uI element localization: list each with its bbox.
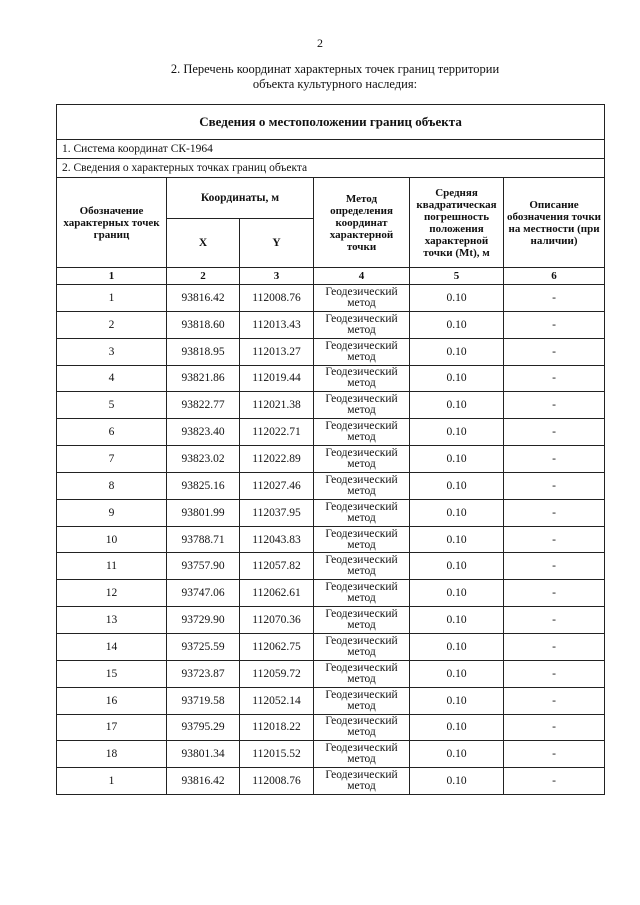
table-row — [57, 499, 605, 526]
y-coordinate-cell: 112015.52 — [240, 741, 314, 768]
method-line-2: метод — [347, 672, 376, 685]
error-cell: 0.10 — [410, 741, 504, 768]
point-cell: 12 — [57, 580, 167, 607]
method-cell — [314, 338, 410, 365]
page-number: 2 — [317, 36, 323, 50]
table-row — [57, 687, 605, 714]
y-coordinate-cell: 112008.76 — [240, 768, 314, 795]
method-line-2: метод — [347, 511, 376, 524]
method-line-2: метод — [347, 780, 376, 793]
header-row-1 — [57, 178, 605, 219]
x-coordinate-cell: 93816.42 — [167, 285, 240, 312]
header-description: Описание обозначения точки на местности (при наличии) — [504, 178, 605, 268]
point-cell: 14 — [57, 633, 167, 660]
x-coordinate-cell: 93795.29 — [167, 714, 240, 741]
table-row — [57, 392, 605, 419]
table-row — [57, 607, 605, 634]
description-cell: - — [504, 311, 605, 338]
table-row — [57, 311, 605, 338]
description-cell: - — [504, 285, 605, 312]
error-cell: 0.10 — [410, 687, 504, 714]
method-line-2: метод — [347, 645, 376, 658]
point-cell: 13 — [57, 607, 167, 634]
heading-line-1: 2. Перечень координат характерных точек границ территории — [170, 62, 500, 76]
x-coordinate-cell: 93788.71 — [167, 526, 240, 553]
column-numbers-row — [57, 268, 605, 285]
point-cell: 4 — [57, 365, 167, 392]
y-coordinate-cell: 112018.22 — [240, 714, 314, 741]
method-line-2: метод — [347, 538, 376, 551]
method-line-1: Геодезический — [325, 500, 398, 513]
method-line-2: метод — [347, 350, 376, 363]
column-number: 1 — [57, 268, 167, 285]
method-line-1: Геодезический — [325, 742, 398, 755]
description-cell: - — [504, 687, 605, 714]
method-line-2: метод — [347, 699, 376, 712]
method-line-1: Геодезический — [325, 285, 398, 298]
x-coordinate-cell: 93725.59 — [167, 633, 240, 660]
x-coordinate-cell: 93801.99 — [167, 499, 240, 526]
point-cell: 17 — [57, 714, 167, 741]
description-cell: - — [504, 472, 605, 499]
column-number: 4 — [314, 268, 410, 285]
table-row — [57, 446, 605, 473]
point-cell: 18 — [57, 741, 167, 768]
method-line-2: метод — [347, 404, 376, 417]
y-coordinate-cell: 112062.75 — [240, 633, 314, 660]
table-title-row — [57, 105, 605, 140]
point-cell: 3 — [57, 338, 167, 365]
method-line-2: метод — [347, 377, 376, 390]
error-cell: 0.10 — [410, 365, 504, 392]
header-coordinates: Координаты, м — [167, 178, 314, 219]
x-coordinate-cell: 93823.02 — [167, 446, 240, 473]
method-line-2: метод — [347, 565, 376, 578]
method-cell — [314, 607, 410, 634]
error-cell: 0.10 — [410, 499, 504, 526]
method-cell — [314, 311, 410, 338]
header-error: Средняя квадратическая погрешность положения характерной точки (Mt), м — [410, 178, 504, 268]
method-cell — [314, 553, 410, 580]
error-cell: 0.10 — [410, 311, 504, 338]
points-section-text: 2. Сведения о характерных точках границ объекта — [57, 159, 605, 178]
error-cell: 0.10 — [410, 446, 504, 473]
method-cell — [314, 472, 410, 499]
description-cell: - — [504, 553, 605, 580]
error-cell: 0.10 — [410, 607, 504, 634]
x-coordinate-cell: 93719.58 — [167, 687, 240, 714]
coord-system-text: 1. Система координат СК-1964 — [57, 140, 605, 159]
table-row — [57, 472, 605, 499]
x-coordinate-cell: 93823.40 — [167, 419, 240, 446]
x-coordinate-cell: 93801.34 — [167, 741, 240, 768]
y-coordinate-cell: 112062.61 — [240, 580, 314, 607]
method-line-2: метод — [347, 431, 376, 444]
error-cell: 0.10 — [410, 714, 504, 741]
method-line-1: Геодезический — [325, 473, 398, 486]
method-cell — [314, 526, 410, 553]
point-cell: 8 — [57, 472, 167, 499]
x-coordinate-cell: 93822.77 — [167, 392, 240, 419]
description-cell: - — [504, 392, 605, 419]
point-cell: 2 — [57, 311, 167, 338]
method-cell — [314, 580, 410, 607]
y-coordinate-cell: 112059.72 — [240, 660, 314, 687]
error-cell: 0.10 — [410, 392, 504, 419]
error-cell: 0.10 — [410, 768, 504, 795]
description-cell: - — [504, 741, 605, 768]
method-cell — [314, 660, 410, 687]
method-line-1: Геодезический — [325, 661, 398, 674]
method-line-1: Геодезический — [325, 688, 398, 701]
coord-system-row — [57, 140, 605, 159]
method-line-2: метод — [347, 753, 376, 766]
description-cell: - — [504, 338, 605, 365]
method-line-1: Геодезический — [325, 527, 398, 540]
x-coordinate-cell: 93816.42 — [167, 768, 240, 795]
table-row — [57, 338, 605, 365]
point-cell: 1 — [57, 285, 167, 312]
method-line-2: метод — [347, 592, 376, 605]
error-cell: 0.10 — [410, 580, 504, 607]
table-row — [57, 714, 605, 741]
table-row — [57, 419, 605, 446]
x-coordinate-cell: 93729.90 — [167, 607, 240, 634]
y-coordinate-cell: 112057.82 — [240, 553, 314, 580]
point-cell: 10 — [57, 526, 167, 553]
method-line-1: Геодезический — [325, 312, 398, 325]
x-coordinate-cell: 93818.60 — [167, 311, 240, 338]
description-cell: - — [504, 419, 605, 446]
y-coordinate-cell: 112037.95 — [240, 499, 314, 526]
header-designation: Обозначение характерных точек границ — [57, 178, 167, 268]
table-title: Сведения о местоположении границ объекта — [57, 105, 605, 140]
method-cell — [314, 633, 410, 660]
table-row — [57, 285, 605, 312]
table-row — [57, 660, 605, 687]
y-coordinate-cell: 112019.44 — [240, 365, 314, 392]
y-coordinate-cell: 112022.89 — [240, 446, 314, 473]
description-cell: - — [504, 526, 605, 553]
method-line-1: Геодезический — [325, 634, 398, 647]
method-cell — [314, 687, 410, 714]
method-line-2: метод — [347, 323, 376, 336]
method-cell — [314, 419, 410, 446]
description-cell: - — [504, 714, 605, 741]
y-coordinate-cell: 112008.76 — [240, 285, 314, 312]
method-cell — [314, 768, 410, 795]
description-cell: - — [504, 499, 605, 526]
method-cell — [314, 446, 410, 473]
error-cell: 0.10 — [410, 419, 504, 446]
column-number: 2 — [167, 268, 240, 285]
point-cell: 11 — [57, 553, 167, 580]
error-cell: 0.10 — [410, 285, 504, 312]
x-coordinate-cell: 93723.87 — [167, 660, 240, 687]
method-cell — [314, 714, 410, 741]
point-cell: 16 — [57, 687, 167, 714]
table-row — [57, 768, 605, 795]
header-method: Метод определения координат характерной точки — [314, 178, 410, 268]
error-cell: 0.10 — [410, 338, 504, 365]
method-cell — [314, 365, 410, 392]
description-cell: - — [504, 446, 605, 473]
y-coordinate-cell: 112070.36 — [240, 607, 314, 634]
document-heading — [150, 62, 520, 92]
description-cell: - — [504, 580, 605, 607]
method-line-1: Геодезический — [325, 554, 398, 567]
table-row — [57, 365, 605, 392]
heading-line-2: объекта культурного наследия: — [252, 77, 418, 91]
description-cell: - — [504, 365, 605, 392]
point-cell: 1 — [57, 768, 167, 795]
column-number: 3 — [240, 268, 314, 285]
point-cell: 5 — [57, 392, 167, 419]
method-cell — [314, 392, 410, 419]
y-coordinate-cell: 112043.83 — [240, 526, 314, 553]
y-coordinate-cell: 112013.43 — [240, 311, 314, 338]
column-number: 6 — [504, 268, 605, 285]
header-y: Y — [240, 219, 314, 268]
description-cell: - — [504, 633, 605, 660]
error-cell: 0.10 — [410, 660, 504, 687]
method-line-1: Геодезический — [325, 769, 398, 782]
header-x: X — [167, 219, 240, 268]
error-cell: 0.10 — [410, 472, 504, 499]
y-coordinate-cell: 112027.46 — [240, 472, 314, 499]
method-line-2: метод — [347, 296, 376, 309]
table-row — [57, 580, 605, 607]
y-coordinate-cell: 112022.71 — [240, 419, 314, 446]
method-line-1: Геодезический — [325, 366, 398, 379]
method-cell — [314, 741, 410, 768]
point-cell: 15 — [57, 660, 167, 687]
column-number: 5 — [410, 268, 504, 285]
table-row — [57, 553, 605, 580]
method-line-1: Геодезический — [325, 446, 398, 459]
method-line-2: метод — [347, 619, 376, 632]
y-coordinate-cell: 112013.27 — [240, 338, 314, 365]
method-line-1: Геодезический — [325, 420, 398, 433]
x-coordinate-cell: 93825.16 — [167, 472, 240, 499]
point-cell: 9 — [57, 499, 167, 526]
x-coordinate-cell: 93757.90 — [167, 553, 240, 580]
error-cell: 0.10 — [410, 553, 504, 580]
method-line-1: Геодезический — [325, 608, 398, 621]
method-line-1: Геодезический — [325, 393, 398, 406]
method-line-1: Геодезический — [325, 339, 398, 352]
error-cell: 0.10 — [410, 633, 504, 660]
y-coordinate-cell: 112021.38 — [240, 392, 314, 419]
x-coordinate-cell: 93818.95 — [167, 338, 240, 365]
boundary-coordinates-table — [56, 104, 605, 795]
x-coordinate-cell: 93747.06 — [167, 580, 240, 607]
points-section-row — [57, 159, 605, 178]
method-cell — [314, 285, 410, 312]
method-line-2: метод — [347, 457, 376, 470]
method-line-1: Геодезический — [325, 581, 398, 594]
method-cell — [314, 499, 410, 526]
table-row — [57, 526, 605, 553]
description-cell: - — [504, 660, 605, 687]
description-cell: - — [504, 607, 605, 634]
method-line-2: метод — [347, 484, 376, 497]
y-coordinate-cell: 112052.14 — [240, 687, 314, 714]
method-line-1: Геодезический — [325, 715, 398, 728]
point-cell: 7 — [57, 446, 167, 473]
table-row — [57, 633, 605, 660]
table-row — [57, 741, 605, 768]
error-cell: 0.10 — [410, 526, 504, 553]
x-coordinate-cell: 93821.86 — [167, 365, 240, 392]
point-cell: 6 — [57, 419, 167, 446]
method-line-2: метод — [347, 726, 376, 739]
description-cell: - — [504, 768, 605, 795]
